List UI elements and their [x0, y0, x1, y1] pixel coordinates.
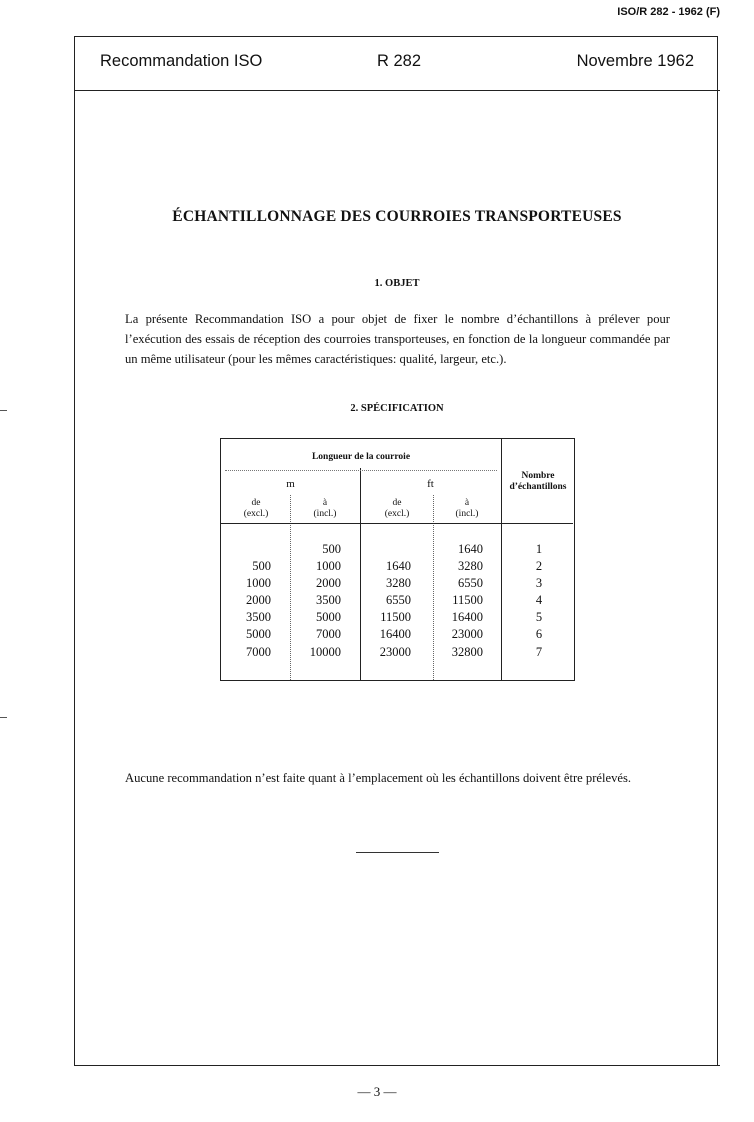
section-1-text: La présente Recommandation ISO a pour objet de fixer le nombre d’échantillons à prélever pour l’exécution des essais de réception des courroies transporteuses, en fonction de la longueur commandée par un même utilisateur (pour les mêmes caractéristiques: qualité, largeur, etc.).: [125, 312, 670, 366]
header-ft-a: à (incl.): [455, 498, 479, 519]
column-m-de: [227, 541, 271, 661]
header-ft-de: de (excl.): [384, 498, 410, 519]
header-left: Recommandation ISO: [100, 52, 263, 70]
section-2-heading: 2. SPÉCIFICATION: [350, 403, 444, 414]
header-unit-m: m: [286, 478, 295, 490]
table-cell: 16400: [379, 627, 411, 642]
document-title: ÉCHANTILLONNAGE DES COURROIES TRANSPORTEUSES: [172, 208, 622, 225]
table-cell: 23000: [451, 627, 483, 642]
header-count: Nombre d’échantillons: [509, 471, 567, 492]
table-cell: [227, 541, 271, 558]
table-cell: 10000: [309, 644, 341, 659]
table-cell: 11500: [452, 593, 483, 608]
table-cell: 7000: [246, 644, 271, 659]
table-cell: 3280: [386, 576, 411, 591]
header-unit-ft: ft: [427, 478, 434, 490]
table-cell: 3: [535, 576, 543, 591]
table-cell: 6: [535, 627, 543, 642]
page-number: — 3 —: [357, 1084, 397, 1099]
margin-mark: [0, 410, 7, 411]
table-cell: 11500: [380, 610, 411, 625]
table-cell: 1: [535, 542, 543, 556]
margin-mark: [0, 717, 7, 718]
table-cell: 2000: [316, 576, 341, 591]
table-cell: 5000: [246, 627, 271, 642]
table-cell: 1640: [386, 559, 411, 574]
header-m-a: à (incl.): [313, 498, 337, 519]
header-m-de: de (excl.): [243, 498, 269, 519]
table-cell: 32800: [451, 644, 483, 659]
table-cell: 6550: [386, 593, 411, 608]
table-cell: 6550: [458, 576, 483, 591]
header-center: R 282: [377, 52, 422, 70]
document-reference: ISO/R 282 - 1962 (F): [617, 6, 720, 18]
closing-text: Aucune recommandation n’est faite quant à l’emplacement où les échantillons doivent être prélevés.: [125, 771, 632, 785]
table-header-rule: [221, 523, 573, 524]
column-m-a: [297, 541, 341, 661]
table-cell: [367, 541, 411, 558]
column-ft-a: [439, 541, 483, 661]
frame-bottom-border: [74, 1065, 720, 1066]
header-longueur: Longueur de la courroie: [311, 452, 411, 462]
table-cell: 500: [322, 542, 341, 556]
column-count: [521, 541, 557, 661]
table-cell: 7000: [316, 627, 341, 642]
table-cell: 3280: [458, 559, 483, 574]
end-rule: [356, 852, 439, 853]
table-divider-units: [360, 468, 361, 680]
specification-table: [220, 438, 575, 681]
header-divider: [74, 90, 720, 91]
header-right: Novembre 1962: [576, 52, 694, 70]
section-1-heading: 1. OBJET: [374, 278, 420, 289]
table-cell: 1000: [246, 576, 271, 591]
table-group-underline: [225, 470, 497, 471]
table-cell: 3500: [316, 593, 341, 608]
table-cell: 2: [535, 559, 543, 574]
table-cell: 3500: [246, 610, 271, 625]
table-cell: 7: [535, 644, 543, 659]
table-cell: 16400: [451, 610, 483, 625]
table-cell: 5: [535, 610, 543, 625]
table-cell: 1640: [458, 542, 483, 556]
table-cell: 500: [252, 559, 271, 574]
table-cell: 2000: [246, 593, 271, 608]
table-cell: 5000: [316, 610, 341, 625]
table-cell: 1000: [316, 559, 341, 574]
table-cell: 23000: [379, 644, 411, 659]
table-cell: 4: [535, 593, 543, 608]
column-ft-de: [367, 541, 411, 661]
